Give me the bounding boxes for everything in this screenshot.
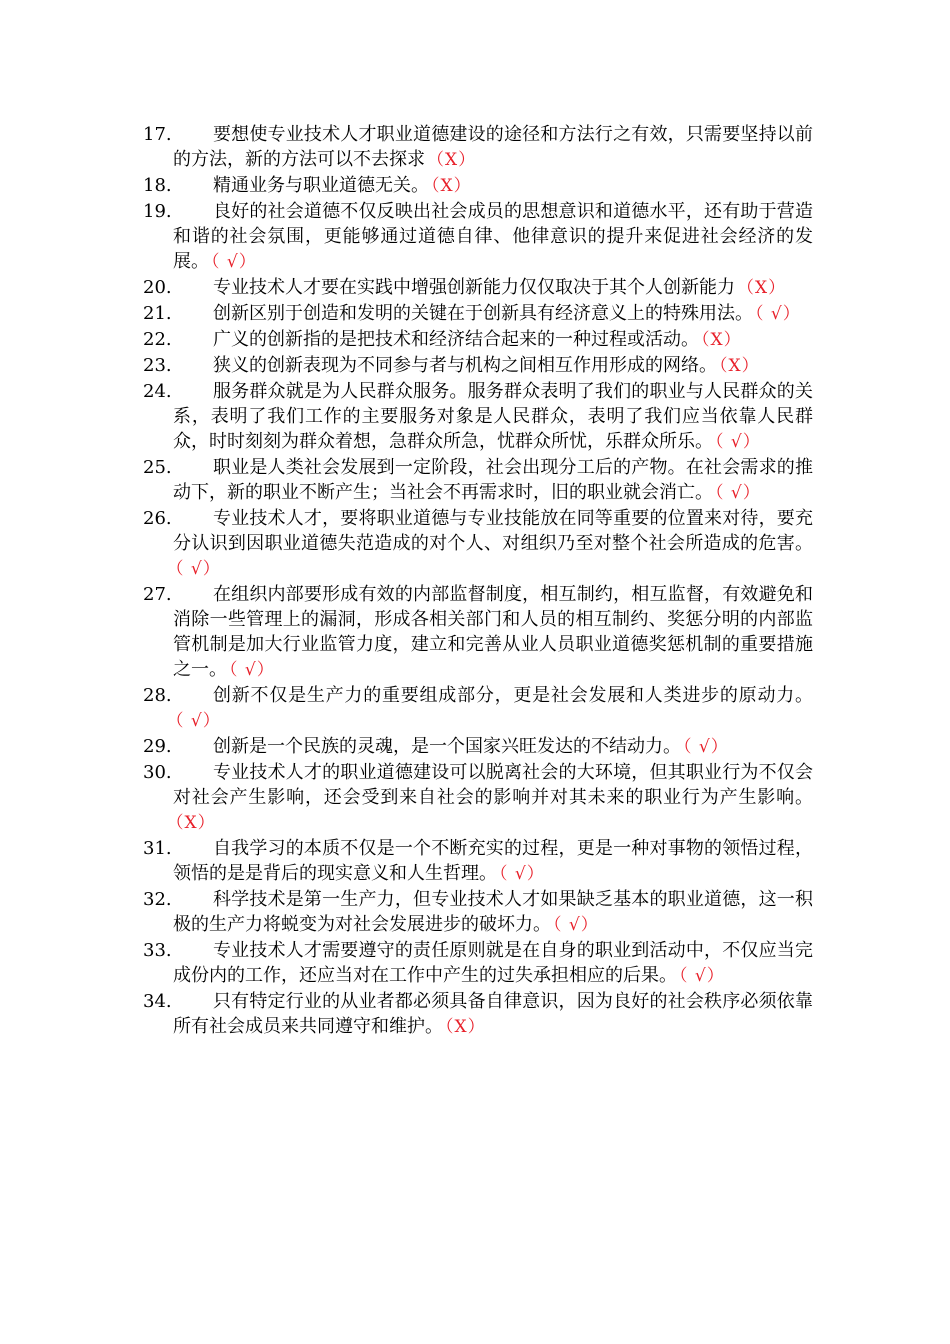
answer-mark: （ √） <box>715 432 761 452</box>
question-item <box>143 275 813 301</box>
question-body: 精通业务与职业道德无关。 <box>213 175 429 196</box>
question-item <box>143 199 813 275</box>
answer-mark: （ √） <box>755 304 801 324</box>
question-text <box>173 199 813 275</box>
question-item <box>143 734 813 760</box>
question-number: 17. <box>143 124 172 145</box>
question-number: 33. <box>143 940 172 961</box>
answer-mark: （X） <box>175 813 216 833</box>
question-item <box>143 301 813 327</box>
question-list <box>143 122 813 1040</box>
question-number: 20. <box>143 277 172 298</box>
answer-mark: （X） <box>719 356 760 376</box>
question-item <box>143 683 813 734</box>
question-item <box>143 989 813 1040</box>
answer-mark: （ √） <box>679 966 725 986</box>
answer-mark: （ √） <box>175 711 221 731</box>
question-body: 创新不仅是生产力的重要组成部分，更是社会发展和人类进步的原动力。 <box>213 685 813 706</box>
question-text <box>173 122 813 173</box>
question-text <box>173 379 813 455</box>
question-text <box>173 989 813 1040</box>
question-body: 专业技术人才要在实践中增强创新能力仅仅取决于其个人创新能力 <box>213 277 735 298</box>
question-item <box>143 379 813 455</box>
answer-mark: （ √） <box>553 915 599 935</box>
question-text <box>173 455 813 506</box>
question-number: 21. <box>143 303 172 324</box>
question-body: 自我学习的本质不仅是一个不断充实的过程，更是一种对事物的领悟过程，领悟的是是背后的现实意义和人生哲理。 <box>173 838 813 884</box>
question-number: 31. <box>143 838 172 859</box>
question-number: 29. <box>143 736 172 757</box>
question-text <box>173 506 813 582</box>
question-number: 30. <box>143 762 172 783</box>
question-number: 18. <box>143 175 172 196</box>
question-body: 专业技术人才的职业道德建设可以脱离社会的大环境，但其职业行为不仅会对社会产生影响，还会受到来自社会的影响并对其未来的职业行为产生影响。 <box>173 762 813 808</box>
question-body: 创新是一个民族的灵魂，是一个国家兴旺发达的不结动力。 <box>213 736 681 757</box>
answer-mark: （ √） <box>715 483 761 503</box>
question-text <box>173 275 813 301</box>
question-number: 19. <box>143 201 172 222</box>
answer-mark: （X） <box>427 150 477 170</box>
question-body: 服务群众就是为人民群众服务。服务群众表明了我们的职业与人民群众的关系，表明了我们工作的主要服务对象是人民群众，表明了我们应当依靠人民群众，时时刻刻为群众着想，急群众所急，忧群众所忧，乐群众所乐。 <box>173 381 813 452</box>
answer-mark: （ √） <box>175 559 221 579</box>
question-text <box>173 353 813 379</box>
question-text <box>173 327 813 353</box>
question-item <box>143 582 813 683</box>
question-body: 科学技术是第一生产力，但专业技术人才如果缺乏基本的职业道德，这一积极的生产力将蜕变为对社会发展进步的破坏力。 <box>173 889 813 935</box>
question-text <box>173 887 813 938</box>
answer-mark: （ √） <box>229 660 275 680</box>
question-number: 27. <box>143 584 172 605</box>
question-number: 23. <box>143 355 172 376</box>
question-text <box>173 938 813 989</box>
question-text <box>173 173 813 199</box>
question-item <box>143 506 813 582</box>
answer-mark: （X） <box>445 1017 486 1037</box>
answer-mark: （ √） <box>499 864 545 884</box>
question-item <box>143 887 813 938</box>
question-body: 只有特定行业的从业者都必须具备自律意识，因为良好的社会秩序必须依靠所有社会成员来共同遵守和维护。 <box>173 991 813 1037</box>
question-body: 职业是人类社会发展到一定阶段，社会出现分工后的产物。在社会需求的推动下，新的职业不断产生；当社会不再需求时，旧的职业就会消亡。 <box>173 457 813 503</box>
question-item <box>143 122 813 173</box>
question-text <box>173 582 813 683</box>
question-number: 26. <box>143 508 172 529</box>
question-item <box>143 353 813 379</box>
question-item <box>143 938 813 989</box>
question-item <box>143 836 813 887</box>
question-body: 良好的社会道德不仅反映出社会成员的思想意识和道德水平，还有助于营造和谐的社会氛围，更能够通过道德自律、他律意识的提升来促进社会经济的发展。 <box>173 201 813 272</box>
question-number: 28. <box>143 685 172 706</box>
question-number: 34. <box>143 991 172 1012</box>
question-text <box>173 683 813 734</box>
answer-mark: （ √） <box>211 252 257 272</box>
answer-mark: （X） <box>737 278 787 298</box>
question-number: 25. <box>143 457 172 478</box>
answer-mark: （X） <box>431 176 472 196</box>
question-text <box>173 734 813 760</box>
question-body: 广义的创新指的是把技术和经济结合起来的一种过程或活动。 <box>213 329 699 350</box>
question-text <box>173 301 813 327</box>
question-item <box>143 760 813 836</box>
question-number: 32. <box>143 889 172 910</box>
question-body: 在组织内部要形成有效的内部监督制度，相互制约，相互监督，有效避免和消除一些管理上的漏洞，形成各相关部门和人员的相互制约、奖惩分明的内部监管机制是加大行业监管力度，建立和完善从业人员职业道德奖惩机制的重要措施之一。 <box>173 584 813 680</box>
question-item <box>143 455 813 506</box>
question-body: 要想使专业技术人才职业道德建设的途径和方法行之有效，只需要坚持以前的方法，新的方法可以不去探求 <box>173 124 813 170</box>
question-item <box>143 173 813 199</box>
question-number: 24. <box>143 381 172 402</box>
question-text <box>173 760 813 836</box>
question-body: 专业技术人才需要遵守的责任原则就是在自身的职业到活动中，不仅应当完成份内的工作，还应当对在工作中产生的过失承担相应的后果。 <box>173 940 813 986</box>
answer-mark: （ √） <box>683 737 729 757</box>
question-body: 创新区别于创造和发明的关键在于创新具有经济意义上的特殊用法。 <box>213 303 753 324</box>
question-body: 专业技术人才，要将职业道德与专业技能放在同等重要的位置来对待，要充分认识到因职业道德失范造成的对个人、对组织乃至对整个社会所造成的危害。 <box>173 508 813 554</box>
answer-mark: （X） <box>701 330 742 350</box>
question-text <box>173 836 813 887</box>
question-body: 狭义的创新表现为不同参与者与机构之间相互作用形成的网络。 <box>213 355 717 376</box>
question-number: 22. <box>143 329 172 350</box>
question-item <box>143 327 813 353</box>
